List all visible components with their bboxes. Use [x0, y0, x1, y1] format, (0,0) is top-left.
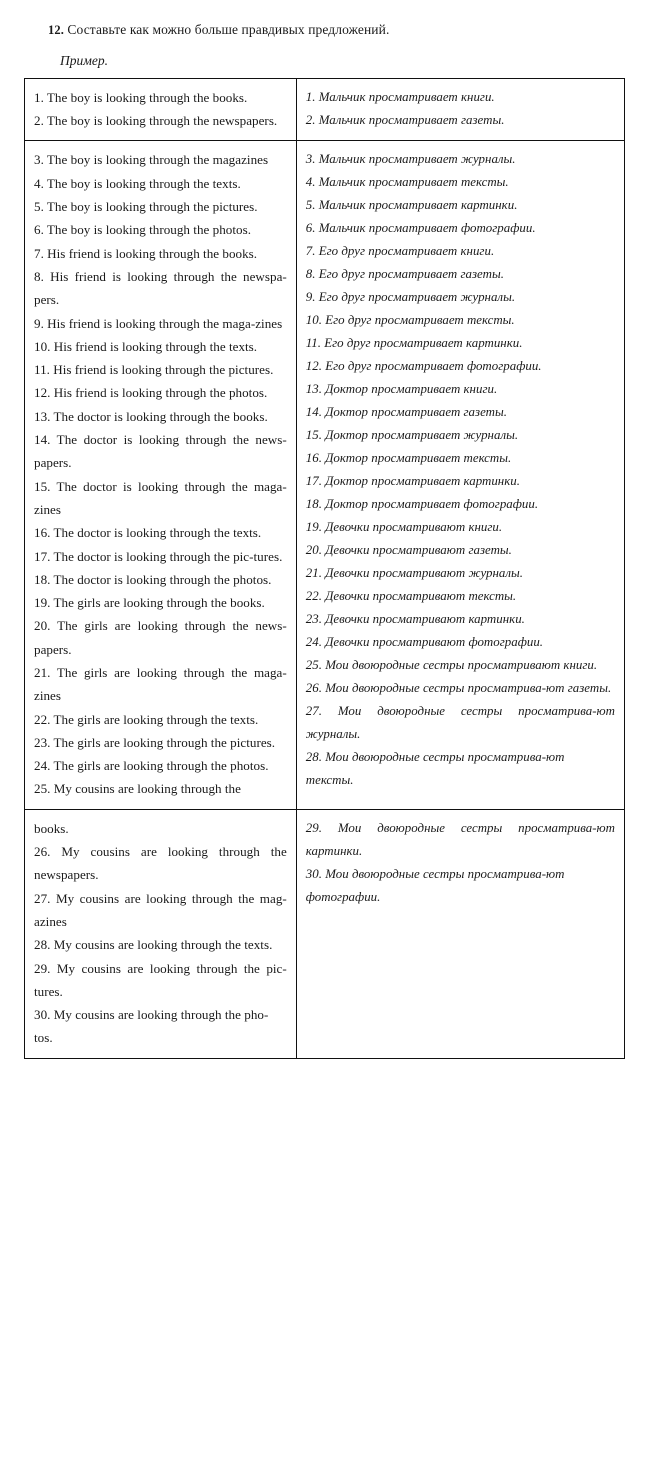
- list-item: 21. Девочки просматривают журналы.: [305, 565, 524, 580]
- list-item: 1. The boy is looking through the books.: [34, 89, 248, 105]
- table-row: [25, 809, 625, 1058]
- list-item: 8. Его друг просматривает газеты.: [305, 267, 504, 282]
- english-sentence-list-2: [34, 817, 287, 1050]
- list-item: 17. Доктор просматривает картинки.: [305, 474, 520, 489]
- list-item: 16. The doctor is looking through the texts.: [34, 525, 262, 541]
- list-item: 11. His friend is looking through the pictures.: [34, 362, 274, 378]
- list-item: 3. The boy is looking through the magazines: [34, 152, 269, 168]
- list-item: 25. Мои двоюродные сестры просматривают книги.: [305, 657, 598, 672]
- list-item: 14. The doctor is looking through the news-papers.: [34, 432, 287, 471]
- list-item: 1. Мальчик просматривает книги.: [305, 89, 495, 104]
- russian-sentence-list-1: [306, 148, 615, 791]
- list-item: 6. The boy is looking through the photos.: [34, 222, 251, 238]
- list-item: 30. Мои двоюродные сестры просматрива-ют фотографии.: [305, 866, 565, 904]
- list-item: 12. His friend is looking through the photos.: [34, 385, 268, 401]
- list-item: 4. Мальчик просматривает тексты.: [305, 175, 509, 190]
- list-item: 22. Девочки просматривают тексты.: [305, 588, 517, 603]
- english-cell: [25, 78, 297, 141]
- list-item: 30. My cousins are looking through the pho-tos.: [34, 1007, 269, 1046]
- task-heading: [48, 22, 625, 39]
- list-item: 15. Доктор просматривает журналы.: [305, 428, 519, 443]
- list-item: 13. Доктор просматривает книги.: [305, 382, 498, 397]
- example-label: Пример.: [60, 52, 108, 68]
- list-item: 29. My cousins are looking through the pic-tures.: [34, 960, 287, 999]
- table-body: [25, 78, 625, 1058]
- list-item: 14. Доктор просматривает газеты.: [305, 405, 507, 420]
- list-item: 10. Его друг просматривает тексты.: [305, 313, 515, 328]
- list-item: 7. Его друг просматривает книги.: [305, 244, 495, 259]
- list-item: 18. The doctor is looking through the photos.: [34, 571, 272, 587]
- list-item: 21. The girls are looking through the maga-zines: [34, 665, 287, 704]
- list-item: 2. The boy is looking through the newspapers.: [34, 113, 278, 129]
- list-item: 17. The doctor is looking through the pic-tures.: [34, 548, 283, 564]
- table-row: [25, 78, 625, 141]
- task-number: 12.: [48, 23, 64, 37]
- list-item: 7. His friend is looking through the books.: [34, 245, 258, 261]
- list-item: 12. Его друг просматривает фотографии.: [305, 359, 542, 374]
- russian-sentence-list-0: [306, 86, 615, 132]
- list-item: 5. The boy is looking through the pictures.: [34, 199, 258, 215]
- list-item: books.: [34, 820, 69, 836]
- russian-cell: [296, 78, 624, 141]
- list-item: 27. My cousins are looking through the mag-azines: [34, 890, 287, 929]
- english-cell: [25, 809, 297, 1058]
- english-sentence-list-1: [34, 148, 287, 800]
- sentences-table: [24, 78, 625, 1059]
- list-item: 26. My cousins are looking through the newspapers.: [34, 844, 287, 883]
- list-item: 18. Доктор просматривает фотографии.: [305, 497, 539, 511]
- list-item: 16. Доктор просматривает тексты.: [305, 451, 512, 466]
- russian-sentence-list-2: [306, 817, 615, 909]
- list-item: 23. The girls are looking through the pictures.: [34, 734, 276, 750]
- list-item: 9. His friend is looking through the maga-zines: [34, 315, 283, 331]
- list-item: 25. My cousins are looking through the: [34, 781, 241, 797]
- list-item: 6. Мальчик просматривает фотографии.: [305, 221, 536, 236]
- list-item: 19. The girls are looking through the books.: [34, 595, 265, 611]
- list-item: 9. Его друг просматривает журналы.: [305, 290, 516, 305]
- list-item: 11. Его друг просматривает картинки.: [305, 336, 523, 351]
- list-item: 8. His friend is looking through the newspa-pers.: [34, 268, 287, 308]
- task-text: Составьте как можно больше правдивых предложений.: [67, 22, 390, 37]
- russian-cell: [296, 141, 624, 809]
- list-item: 28. Мои двоюродные сестры просматрива-ют тексты.: [305, 749, 565, 787]
- list-item: 2. Мальчик просматривает газеты.: [305, 112, 505, 127]
- list-item: 26. Мои двоюродные сестры просматрива-ют газеты.: [305, 680, 612, 695]
- english-cell: [25, 141, 297, 809]
- list-item: 29. Мои двоюродные сестры просматрива-ют картинки.: [305, 820, 615, 858]
- list-item: 4. The boy is looking through the texts.: [34, 175, 241, 191]
- list-item: 20. The girls are looking through the news-papers.: [34, 618, 287, 657]
- list-item: 28. My cousins are looking through the texts.: [34, 937, 273, 953]
- list-item: 3. Мальчик просматривает журналы.: [305, 152, 516, 167]
- table-row: [25, 141, 625, 809]
- list-item: 13. The doctor is looking through the books.: [34, 408, 268, 424]
- list-item: 15. The doctor is looking through the maga-zines: [34, 478, 287, 517]
- russian-cell: [296, 809, 624, 1058]
- list-item: 5. Мальчик просматривает картинки.: [305, 198, 518, 213]
- list-item: 19. Девочки просматривают книги.: [305, 519, 503, 534]
- list-item: 24. Девочки просматривают фотографии.: [305, 634, 544, 649]
- list-item: 22. The girls are looking through the texts.: [34, 711, 259, 727]
- english-sentence-list-0: [34, 86, 287, 133]
- list-item: 23. Девочки просматривают картинки.: [305, 611, 525, 626]
- list-item: 24. The girls are looking through the photos.: [34, 758, 269, 774]
- list-item: 27. Мои двоюродные сестры просматрива-ют журналы.: [305, 703, 615, 741]
- list-item: 20. Девочки просматривают газеты.: [305, 542, 512, 557]
- list-item: 10. His friend is looking through the texts.: [34, 338, 258, 354]
